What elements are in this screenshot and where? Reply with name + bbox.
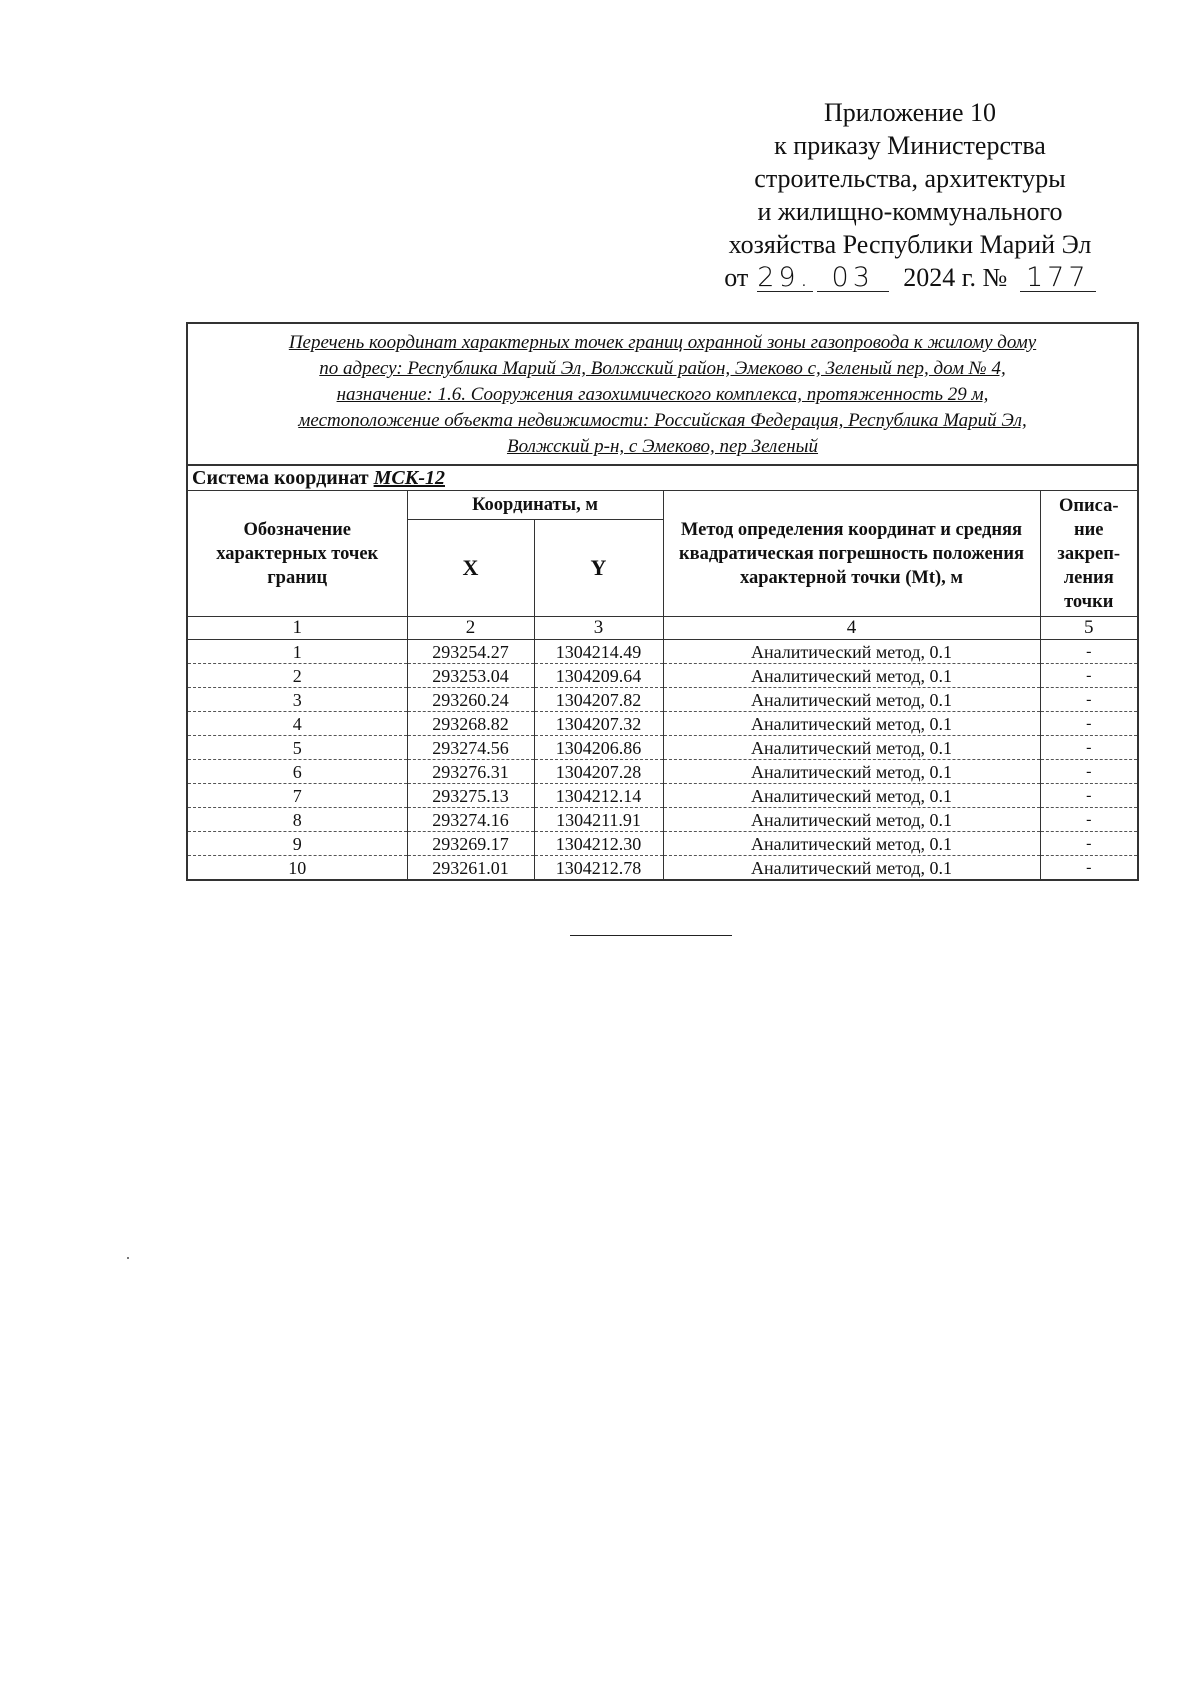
table-row: [187, 640, 1138, 664]
y-cell: 1304207.28: [534, 760, 663, 784]
point-cell: 1: [187, 640, 407, 664]
x-cell: 293276.31: [407, 760, 534, 784]
header-point-designation: Обозначение характерных точек границ: [187, 491, 407, 617]
y-cell: 1304212.30: [534, 832, 663, 856]
ministry-line-3: хозяйства Республики Марий Эл: [728, 230, 1092, 259]
table-row: [187, 688, 1138, 712]
header-x: X: [407, 520, 534, 617]
header-description-line: ления: [1063, 567, 1114, 588]
table-row: [187, 736, 1138, 760]
y-cell: 1304206.86: [534, 736, 663, 760]
x-cell: 293274.56: [407, 736, 534, 760]
point-cell: 8: [187, 808, 407, 832]
header-description-line: Описа-: [1058, 495, 1119, 516]
x-cell: 293275.13: [407, 784, 534, 808]
y-cell: 1304211.91: [534, 808, 663, 832]
x-cell: 293254.27: [407, 640, 534, 664]
x-cell: 293269.17: [407, 832, 534, 856]
column-number: 3: [534, 617, 663, 640]
scan-speck: [127, 1257, 129, 1259]
header-description-line: закреп-: [1057, 543, 1121, 564]
point-cell: 6: [187, 760, 407, 784]
x-cell: 293261.01: [407, 856, 534, 881]
description-cell: -: [1040, 856, 1138, 881]
point-cell: 3: [187, 688, 407, 712]
y-cell: 1304209.64: [534, 664, 663, 688]
handwritten-order-number: 177: [1020, 264, 1096, 292]
method-cell: Аналитический метод, 0.1: [663, 712, 1040, 736]
description-cell: -: [1040, 736, 1138, 760]
caption-row: [187, 323, 1138, 465]
point-cell: 9: [187, 832, 407, 856]
y-cell: 1304207.32: [534, 712, 663, 736]
handwritten-month: 03: [817, 264, 889, 292]
point-cell: 10: [187, 856, 407, 881]
x-cell: 293268.82: [407, 712, 534, 736]
method-cell: Аналитический метод, 0.1: [663, 856, 1040, 881]
description-cell: -: [1040, 688, 1138, 712]
header-y: Y: [534, 520, 663, 617]
date-year: 2024 г. №: [903, 263, 1008, 292]
description-cell: -: [1040, 784, 1138, 808]
method-cell: Аналитический метод, 0.1: [663, 688, 1040, 712]
appendix-header: [650, 96, 1170, 294]
table-row: [187, 784, 1138, 808]
header-row-1: [187, 491, 1138, 520]
coordinate-system: [187, 465, 1138, 491]
column-number: 4: [663, 617, 1040, 640]
x-cell: 293253.04: [407, 664, 534, 688]
ministry-line-2: и жилищно-коммунального: [757, 197, 1063, 226]
method-cell: Аналитический метод, 0.1: [663, 832, 1040, 856]
caption-line: Волжский р-н, с Эмеково, пер Зеленый: [506, 436, 819, 457]
table-caption: [187, 323, 1138, 465]
table-row: [187, 808, 1138, 832]
description-cell: -: [1040, 664, 1138, 688]
table-row: [187, 832, 1138, 856]
column-number: 5: [1040, 617, 1138, 640]
table-row: [187, 760, 1138, 784]
coordinates-table: [186, 322, 1139, 881]
method-cell: Аналитический метод, 0.1: [663, 640, 1040, 664]
column-number-row: [187, 617, 1138, 640]
table-row: [187, 856, 1138, 881]
date-prefix: от: [724, 263, 749, 292]
description-cell: -: [1040, 640, 1138, 664]
y-cell: 1304212.78: [534, 856, 663, 881]
caption-line: местоположение объекта недвижимости: Российская Федерация, Республика Марий Эл,: [298, 410, 1027, 431]
description-cell: -: [1040, 832, 1138, 856]
description-cell: -: [1040, 760, 1138, 784]
description-cell: -: [1040, 712, 1138, 736]
point-cell: 2: [187, 664, 407, 688]
method-cell: Аналитический метод, 0.1: [663, 784, 1040, 808]
x-cell: 293274.16: [407, 808, 534, 832]
point-cell: 5: [187, 736, 407, 760]
header-description-line: ние: [1073, 519, 1104, 540]
ministry-line-1: строительства, архитектуры: [754, 164, 1066, 193]
header-description-line: точки: [1064, 591, 1114, 612]
table-row: [187, 712, 1138, 736]
method-cell: Аналитический метод, 0.1: [663, 664, 1040, 688]
y-cell: 1304212.14: [534, 784, 663, 808]
point-cell: 4: [187, 712, 407, 736]
header-method: Метод определения координат и средняя квадратическая погрешность положения характерной точки (Mt), м: [663, 491, 1040, 617]
column-number: 1: [187, 617, 407, 640]
caption-line: Перечень координат характерных точек границ охранной зоны газопровода к жилому дому: [288, 332, 1037, 353]
method-cell: Аналитический метод, 0.1: [663, 736, 1040, 760]
description-cell: -: [1040, 808, 1138, 832]
point-cell: 7: [187, 784, 407, 808]
header-coordinates: Координаты, м: [407, 491, 663, 520]
appendix-title: Приложение 10: [823, 98, 997, 127]
column-number: 2: [407, 617, 534, 640]
coordinate-system-value: МСК-12: [373, 466, 445, 489]
method-cell: Аналитический метод, 0.1: [663, 760, 1040, 784]
order-date-line: [650, 261, 1170, 294]
order-reference-line: к приказу Министерства: [774, 131, 1046, 160]
y-cell: 1304214.49: [534, 640, 663, 664]
coordinate-system-row: [187, 465, 1138, 491]
y-cell: 1304207.82: [534, 688, 663, 712]
coordinate-system-label: Система координат: [192, 466, 369, 489]
header-description: [1040, 491, 1138, 617]
caption-line: назначение: 1.6. Сооружения газохимического комплекса, протяженность 29 м,: [336, 384, 989, 405]
handwritten-day: 29.: [757, 262, 813, 293]
method-cell: Аналитический метод, 0.1: [663, 808, 1040, 832]
end-of-document-line: [570, 935, 732, 936]
table-row: [187, 664, 1138, 688]
caption-line: по адресу: Республика Марий Эл, Волжский район, Эмеково с, Зеленый пер, дом № 4,: [319, 358, 1006, 379]
x-cell: 293260.24: [407, 688, 534, 712]
